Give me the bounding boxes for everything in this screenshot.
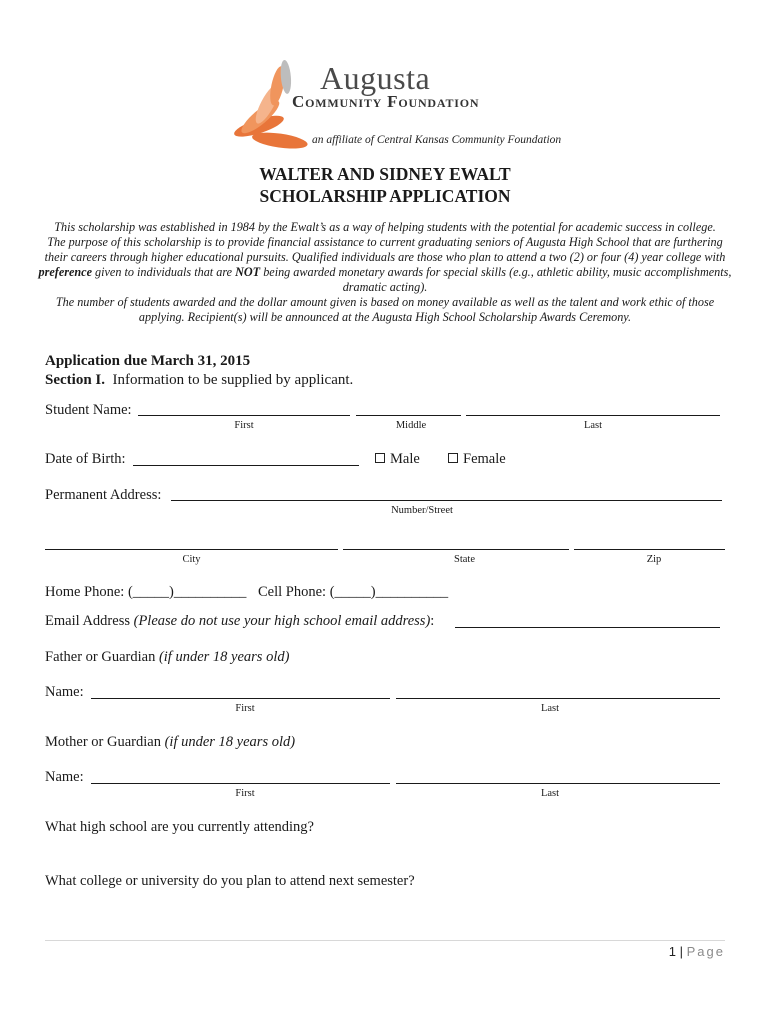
- city-caption: City: [182, 554, 201, 565]
- state-field[interactable]: [343, 549, 569, 550]
- section-text: Information to be supplied by applicant.: [112, 372, 354, 388]
- father-name-label: Name:: [45, 684, 84, 700]
- email-label-text: Email Address: [45, 613, 134, 629]
- email-note: (Please do not use your high school email address): [133, 613, 431, 629]
- zip-caption: Zip: [646, 554, 662, 565]
- father-last-field[interactable]: [396, 698, 720, 699]
- father-label: Father or Guardian: [45, 649, 159, 665]
- address-label: Permanent Address:: [45, 487, 162, 503]
- title-line-1: WALTER AND SIDNEY EWALT: [259, 164, 511, 184]
- student-first-field[interactable]: [138, 415, 350, 416]
- city-field[interactable]: [45, 549, 338, 550]
- email-field[interactable]: [455, 627, 720, 628]
- email-label: [45, 613, 434, 630]
- logo-subtitle: Community Foundation: [292, 92, 480, 111]
- student-name-label: Student Name:: [45, 402, 132, 418]
- street-field[interactable]: [171, 500, 722, 501]
- father-first-caption: First: [235, 703, 255, 714]
- intro-paragraph-2: [35, 235, 735, 295]
- mother-first-caption: First: [235, 788, 255, 799]
- male-label: Male: [390, 451, 420, 467]
- last-caption: Last: [583, 420, 603, 431]
- page-word: Page: [686, 944, 725, 959]
- middle-caption: Middle: [395, 420, 427, 431]
- dob-field[interactable]: [133, 465, 359, 466]
- female-label: Female: [463, 451, 506, 467]
- female-checkbox[interactable]: [448, 453, 458, 463]
- due-date: Application due March 31, 2015: [45, 353, 251, 369]
- male-checkbox[interactable]: [375, 453, 385, 463]
- section-heading: [45, 372, 353, 389]
- home-phone-field[interactable]: Home Phone: (_____)__________: [45, 584, 247, 600]
- state-caption: State: [454, 554, 475, 565]
- mother-heading: [45, 734, 295, 751]
- mother-note: (if under 18 years old): [164, 734, 296, 750]
- father-first-field[interactable]: [91, 698, 390, 699]
- intro-text: [35, 220, 735, 325]
- logo-wordmark: Augusta: [320, 60, 431, 96]
- father-heading: [45, 649, 289, 666]
- email-colon: :: [430, 613, 435, 629]
- page-number-value: 1: [668, 944, 676, 959]
- student-middle-field[interactable]: [356, 415, 461, 416]
- intro-paragraph-3: The number of students awarded and the dollar amount given is based on money available as well as the talent and work ethic of those applying. Recipient(s) will be announced at the Augusta High School Scholarship Awards Ceremony.: [55, 295, 715, 324]
- mother-last-field[interactable]: [396, 783, 720, 784]
- intro-text-part: given to individuals that are: [92, 265, 236, 279]
- father-last-caption: Last: [540, 703, 560, 714]
- footer-divider: [45, 940, 725, 941]
- mother-last-caption: Last: [540, 788, 560, 799]
- title-line-2: SCHOLARSHIP APPLICATION: [259, 186, 511, 206]
- mother-label: Mother or Guardian: [45, 734, 165, 750]
- male-option[interactable]: [375, 451, 420, 468]
- female-option[interactable]: [448, 451, 506, 468]
- mother-first-field[interactable]: [91, 783, 390, 784]
- father-note: (if under 18 years old): [158, 649, 290, 665]
- mother-name-label: Name:: [45, 769, 84, 785]
- intro-paragraph-1: This scholarship was established in 1984 by the Ewalt’s as a way of helping students with the potential for academic success in college.: [54, 220, 716, 234]
- cell-phone-field[interactable]: Cell Phone: (_____)__________: [258, 584, 449, 600]
- intro-text-part: The purpose of this scholarship is to provide financial assistance to current graduating seniors of Augusta High School that are furthering their careers through higher educational pursuits. Qualified individuals are those who plan to attend a two (2) or four (4) year college with: [44, 235, 726, 264]
- emphasis-preference: preference: [38, 265, 92, 279]
- student-last-field[interactable]: [466, 415, 720, 416]
- college-question: What college or university do you plan to attend next semester?: [45, 873, 415, 889]
- section-label: Section I.: [45, 372, 105, 388]
- emphasis-not: NOT: [235, 265, 261, 279]
- high-school-question: What high school are you currently attending?: [45, 819, 314, 835]
- page-separator: |: [679, 944, 683, 959]
- page-number: [640, 944, 725, 959]
- affiliate-text: an affiliate of Central Kansas Community Foundation: [312, 134, 562, 146]
- first-caption: First: [234, 420, 254, 431]
- zip-field[interactable]: [574, 549, 725, 550]
- number-street-caption: Number/Street: [391, 505, 453, 516]
- dob-label: Date of Birth:: [45, 451, 126, 467]
- intro-text-part: being awarded monetary awards for special skills (e.g., athletic ability, music accomplishments, dramatic acting).: [260, 265, 732, 294]
